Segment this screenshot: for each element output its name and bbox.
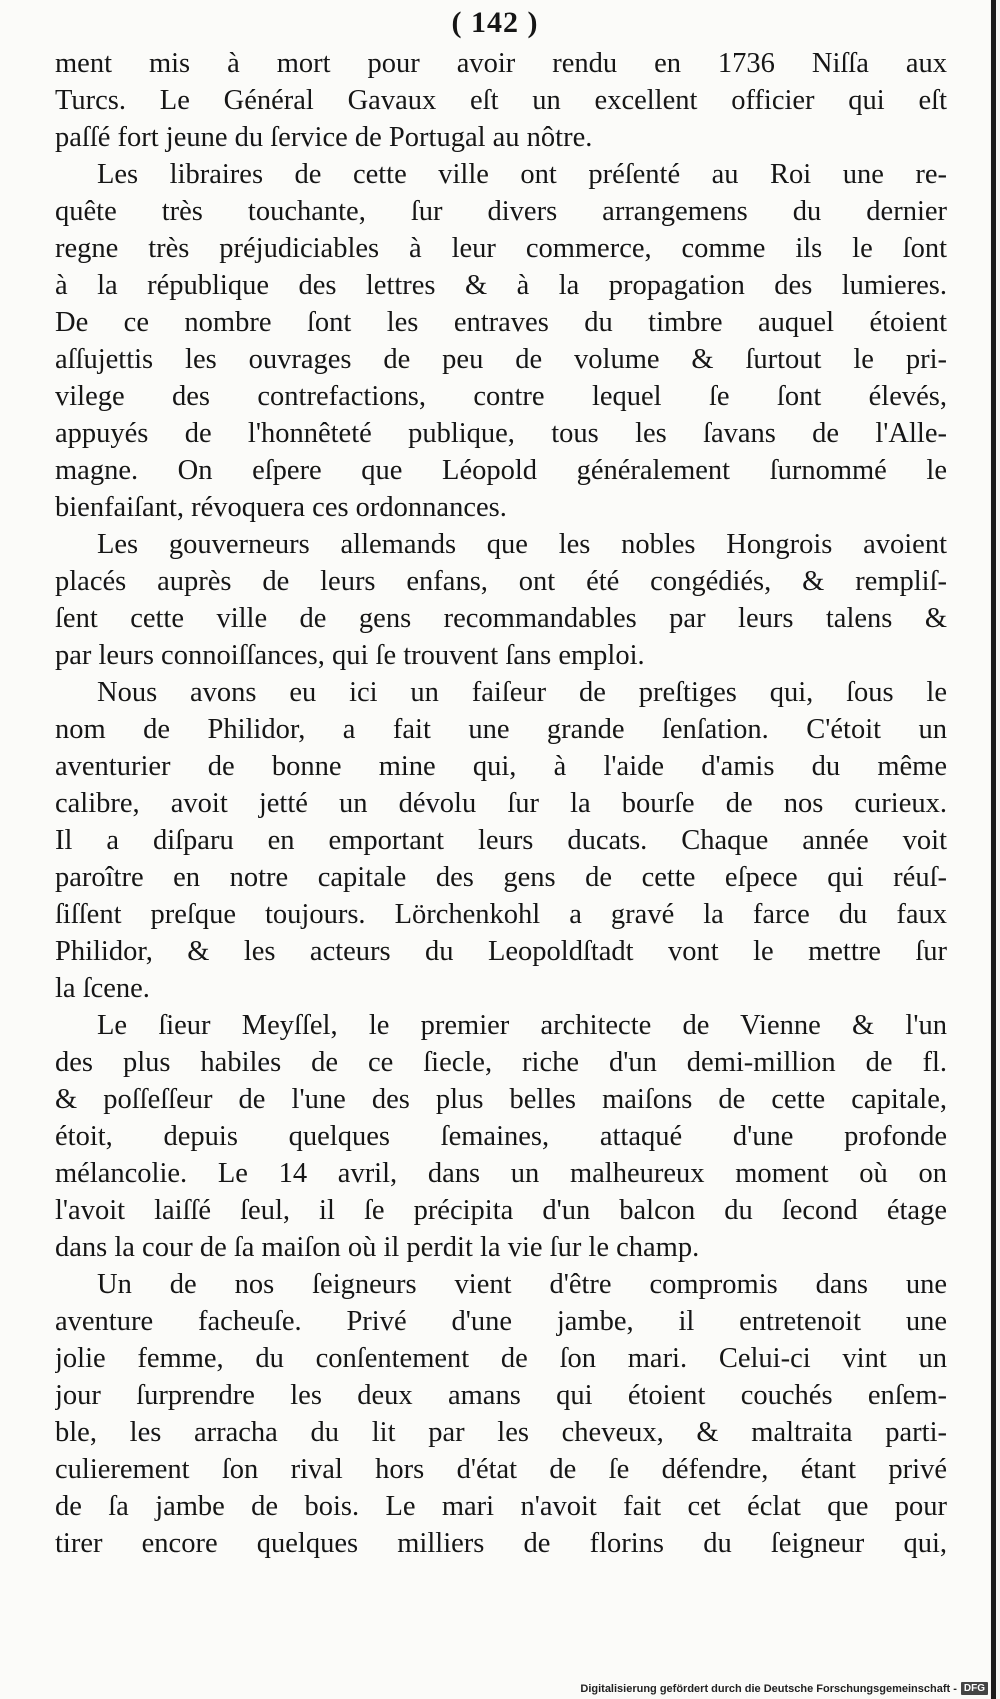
text-line: & poſſeſſeur de l'une des plus belles maiſons de cette capitale, xyxy=(55,1084,947,1115)
text-line: Philidor, & les acteurs du Leopoldſtadt vont le mettre ſur xyxy=(55,936,947,967)
text-line: ble, les arracha du lit par les cheveux, & maltraita parti- xyxy=(55,1417,947,1448)
text-line: Les libraires de cette ville ont préſenté au Roi une re- xyxy=(97,159,947,190)
text-line: mélancolie. Le 14 avril, dans un malheureux moment où on xyxy=(55,1158,947,1189)
text-line: Les gouverneurs allemands que les nobles Hongrois avoient xyxy=(97,529,947,560)
text-line: aventurier de bonne mine qui, à l'aide d'amis du même xyxy=(55,751,947,782)
text-line: l'avoit laiſſé ſeul, il ſe précipita d'un balcon du ſecond étage xyxy=(55,1195,947,1226)
text-line: dans la cour de ſa maiſon où il perdit la vie ſur le champ. xyxy=(55,1232,700,1263)
text-line: De ce nombre ſont les entraves du timbre auquel étoient xyxy=(55,307,947,338)
text-line: jolie femme, du conſentement de ſon mari. Celui-ci vint un xyxy=(55,1343,947,1374)
text-line: quête très touchante, ſur divers arrangemens du dernier xyxy=(55,196,947,227)
footer-text: Digitalisierung gefördert durch die Deutsche Forschungsgemeinschaft - xyxy=(580,1682,957,1695)
page-number: ( 142 ) xyxy=(451,6,539,39)
text-line: la ſcene. xyxy=(55,973,150,1004)
text-line: de ſa jambe de bois. Le mari n'avoit fait cet éclat que pour xyxy=(55,1491,947,1522)
text-line: bienfaiſant, révoquera ces ordonnances. xyxy=(55,492,507,523)
text-line: paſſé fort jeune du ſervice de Portugal au nôtre. xyxy=(55,122,593,153)
text-line: aventure facheuſe. Privé d'une jambe, il entretenoit une xyxy=(55,1306,947,1337)
text-line: Le ſieur Meyſſel, le premier architecte de Vienne & l'un xyxy=(97,1010,947,1041)
text-line: aſſujettis les ouvrages de peu de volume & ſurtout le pri- xyxy=(55,344,947,375)
text-line: appuyés de l'honnêteté publique, tous les ſavans de l'Alle- xyxy=(55,418,947,449)
text-line: paroître en notre capitale des gens de cette eſpece qui réuſ- xyxy=(55,862,947,893)
text-line: Il a diſparu en emportant leurs ducats. Chaque année voit xyxy=(55,825,947,856)
text-line: calibre, avoit jetté un dévolu ſur la bourſe de nos curieux. xyxy=(55,788,947,819)
text-line: des plus habiles de ce ſiecle, riche d'un demi-million de fl. xyxy=(55,1047,947,1078)
page-edge-rule xyxy=(991,0,996,1699)
dfg-logo: DFG xyxy=(961,1682,988,1695)
text-line: culierement ſon rival hors d'état de ſe défendre, étant privé xyxy=(55,1454,947,1485)
text-line: regne très préjudiciables à leur commerce, comme ils le ſont xyxy=(55,233,947,264)
text-line: placés auprès de leurs enfans, ont été congédiés, & rempliſ- xyxy=(55,566,947,597)
body-text xyxy=(55,45,947,1562)
text-line: magne. On eſpere que Léopold généralement ſurnommé le xyxy=(55,455,947,486)
text-line: Nous avons eu ici un faiſeur de preſtiges qui, ſous le xyxy=(97,677,947,708)
text-line: nom de Philidor, a fait une grande ſenſation. C'étoit un xyxy=(55,714,947,745)
text-line: ſent cette ville de gens recommandables par leurs talens & xyxy=(55,603,947,634)
footer-credit xyxy=(580,1682,988,1695)
text-line: Turcs. Le Général Gavaux eſt un excellent officier qui eſt xyxy=(55,85,947,116)
text-line: ſiſſent preſque toujours. Lörchenkohl a gravé la farce du faux xyxy=(55,899,947,930)
text-line: jour ſurprendre les deux amans qui étoient couchés enſem- xyxy=(55,1380,947,1411)
text-line: ment mis à mort pour avoir rendu en 1736 Niſſa aux xyxy=(55,48,947,79)
text-line: vilege des contrefactions, contre lequel ſe ſont élevés, xyxy=(55,381,947,412)
text-line: étoit, depuis quelques ſemaines, attaqué d'une profonde xyxy=(55,1121,947,1152)
text-line: par leurs connoiſſances, qui ſe trouvent ſans emploi. xyxy=(55,640,645,671)
text-line: Un de nos ſeigneurs vient d'être compromis dans une xyxy=(97,1269,947,1300)
text-line: à la république des lettres & à la propagation des lumieres. xyxy=(55,270,947,301)
text-line: tirer encore quelques milliers de florins du ſeigneur qui, xyxy=(55,1528,947,1559)
